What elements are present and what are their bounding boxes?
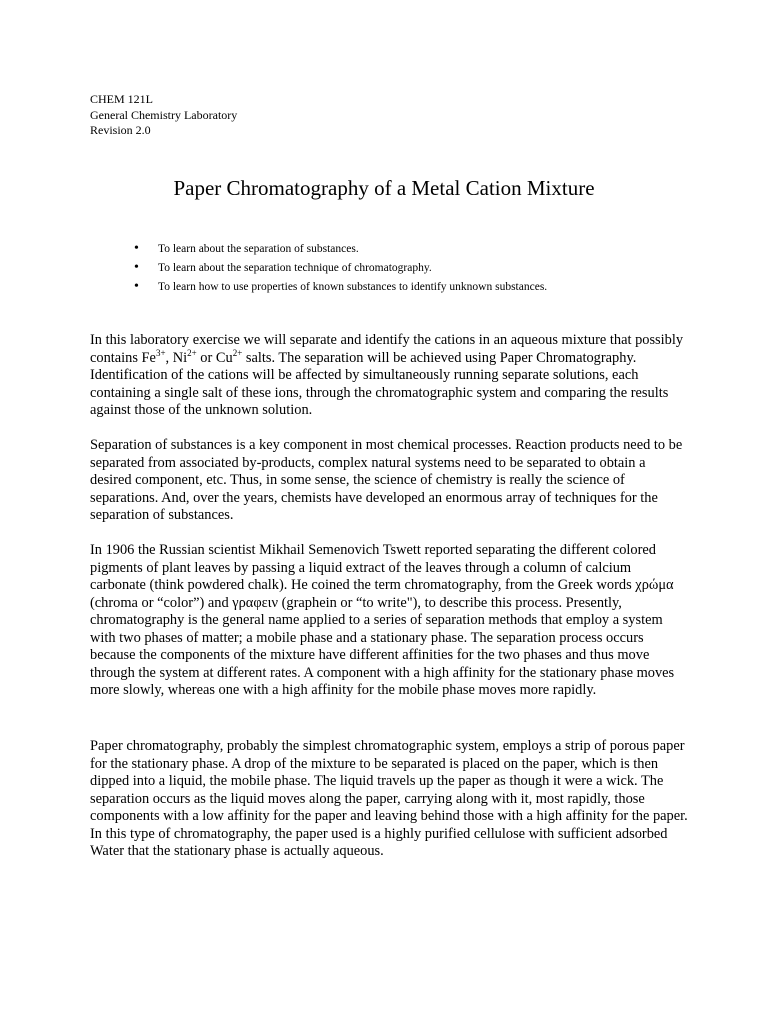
paragraph-intro-text-c: or Cu xyxy=(196,349,233,366)
objectives-list xyxy=(134,240,547,297)
paragraph-intro xyxy=(90,332,690,420)
objective-item: • To learn about the separation technique of chromatography. xyxy=(134,259,547,278)
paragraph-paper-chromatography: Paper chromatography, probably the simplest chromatographic system, employs a strip of porous paper for the stationary phase. A drop of the mixture to be separated is placed on the paper, which is then dipped into a liquid, the mobile phase. The liquid travels up the paper as though it were a wick. The separation occurs as the liquid moves along the paper, carrying along with it, most rapidly, those components with a low affinity for the paper and leaving behind those with a high affinity for the paper. In this type of chromatography, the paper used is a highly purified cellulose with sufficient adsorbed Water that the stationary phase is actually aqueous. xyxy=(90,738,688,859)
revision-label: Revision 2.0 xyxy=(90,123,151,137)
cu-charge: 2+ xyxy=(232,347,243,358)
paragraph-separation: Separation of substances is a key component in most chemical processes. Reaction products need to be separated from associated by-products, complex natural systems need to be separated to obtain a desired component, etc. Thus, in some sense, the science of chemistry is really the science of separations. And, over the years, chemists have developed an enormous array of techniques for the separation of substances. xyxy=(90,437,683,523)
paragraph-intro-text-d: salts. The separation will be achieved using Paper Chromatography. Identification of the cations will be affected by simultaneously running separate solutions, each containing a single salt of these ions, through the chromatographic system and comparing the results against those of the unknown solution. xyxy=(90,349,669,418)
paragraph-history: In 1906 the Russian scientist Mikhail Semenovich Tswett reported separating the different colored pigments of plant leaves by passing a liquid extract of the leaves through a column of calcium carbonate (think powdered chalk). He coined the term chromatography, from the Greek words χρώμα (chroma or “color”) and γραφειν (graphein or “to write"), to describe this process. Presently, chromatography is the general name applied to a series of separation methods that employ a system with two phases of matter; a mobile phase and a stationary phase. The separation process occurs because the components of the mixture have different affinities for the two phases and thus move through the system at different rates. A component with a high affinity for the stationary phase moves more slowly, whereas one with a high affinity for the mobile phase moves more rapidly. xyxy=(90,542,675,698)
objective-item: • To learn how to use properties of known substances to identify unknown substances. xyxy=(134,278,547,297)
fe-charge: 3+ xyxy=(155,347,166,358)
document-title: Paper Chromatography of a Metal Cation Mixture xyxy=(173,176,595,200)
course-header xyxy=(90,92,237,139)
objective-item: • To learn about the separation of substances. xyxy=(134,240,547,259)
paragraph-intro-text-a: In this laboratory exercise we will separate and identify the cations in an aqueous mixture that possibly contains Fe xyxy=(90,332,684,366)
course-title: General Chemistry Laboratory xyxy=(90,107,238,122)
course-code: CHEM 121L xyxy=(90,92,153,106)
paragraph-intro-text-b: , Ni xyxy=(165,349,188,366)
ni-charge: 2+ xyxy=(187,347,197,358)
